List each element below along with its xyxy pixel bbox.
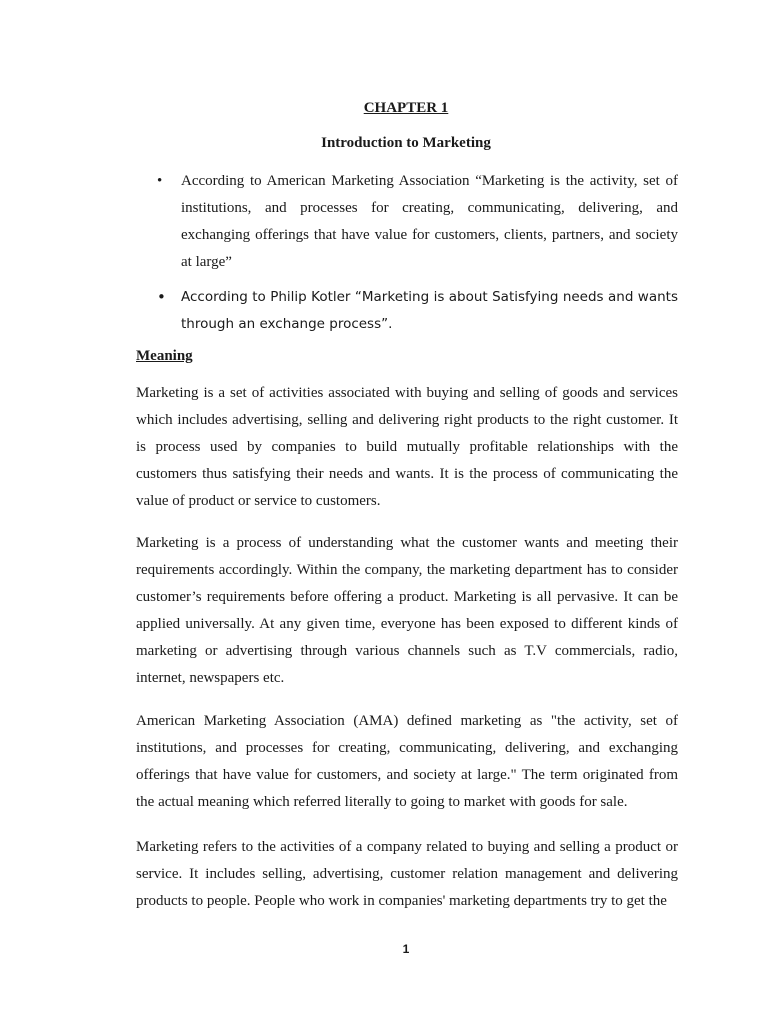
list-item xyxy=(136,168,678,276)
bullet-icon: • xyxy=(157,173,163,189)
page-number: 1 xyxy=(402,942,410,956)
bullet-text: According to Philip Kotler “Marketing is about Satisfying needs and wants through an exchange process”. xyxy=(181,289,678,332)
list-item xyxy=(136,284,678,338)
chapter-title: Introduction to Marketing xyxy=(321,135,491,151)
paragraph: American Marketing Association (AMA) defined marketing as "the activity, set of institutions, and processes for creating, communicating, delivering, and exchanging offerings that have value for customers, and society at large." The term originated from the actual meaning which referred literally to going to market with goods for sale. xyxy=(136,713,678,810)
bullet-list xyxy=(136,168,678,346)
paragraph: Marketing refers to the activities of a company related to buying and selling a product or service. It includes selling, advertising, customer relation management and delivering products to people. People who work in companies' marketing departments try to get the xyxy=(136,839,678,909)
chapter-heading: CHAPTER 1 xyxy=(363,100,449,116)
section-heading: Meaning xyxy=(136,348,193,364)
bullet-text: According to American Marketing Association “Marketing is the activity, set of institutions, and processes for creating, communicating, delivering, and exchanging offerings that have value for customers, clients, partners, and society at large” xyxy=(181,173,678,270)
paragraph: Marketing is a process of understanding what the customer wants and meeting their requirements accordingly. Within the company, the marketing department has to consider customer’s requirements before offering a product. Marketing is all pervasive. It can be applied universally. At any given time, everyone has been exposed to different kinds of marketing or advertising through various channels such as T.V commercials, radio, internet, newspapers etc. xyxy=(136,535,678,686)
paragraph: Marketing is a set of activities associated with buying and selling of goods and services which includes advertising, selling and delivering right products to the right customer. It is process used by companies to build mutually profitable relationships with the customers thus satisfying their needs and wants. It is the process of communicating the value of product or service to customers. xyxy=(136,385,678,509)
bullet-icon: • xyxy=(157,288,166,306)
